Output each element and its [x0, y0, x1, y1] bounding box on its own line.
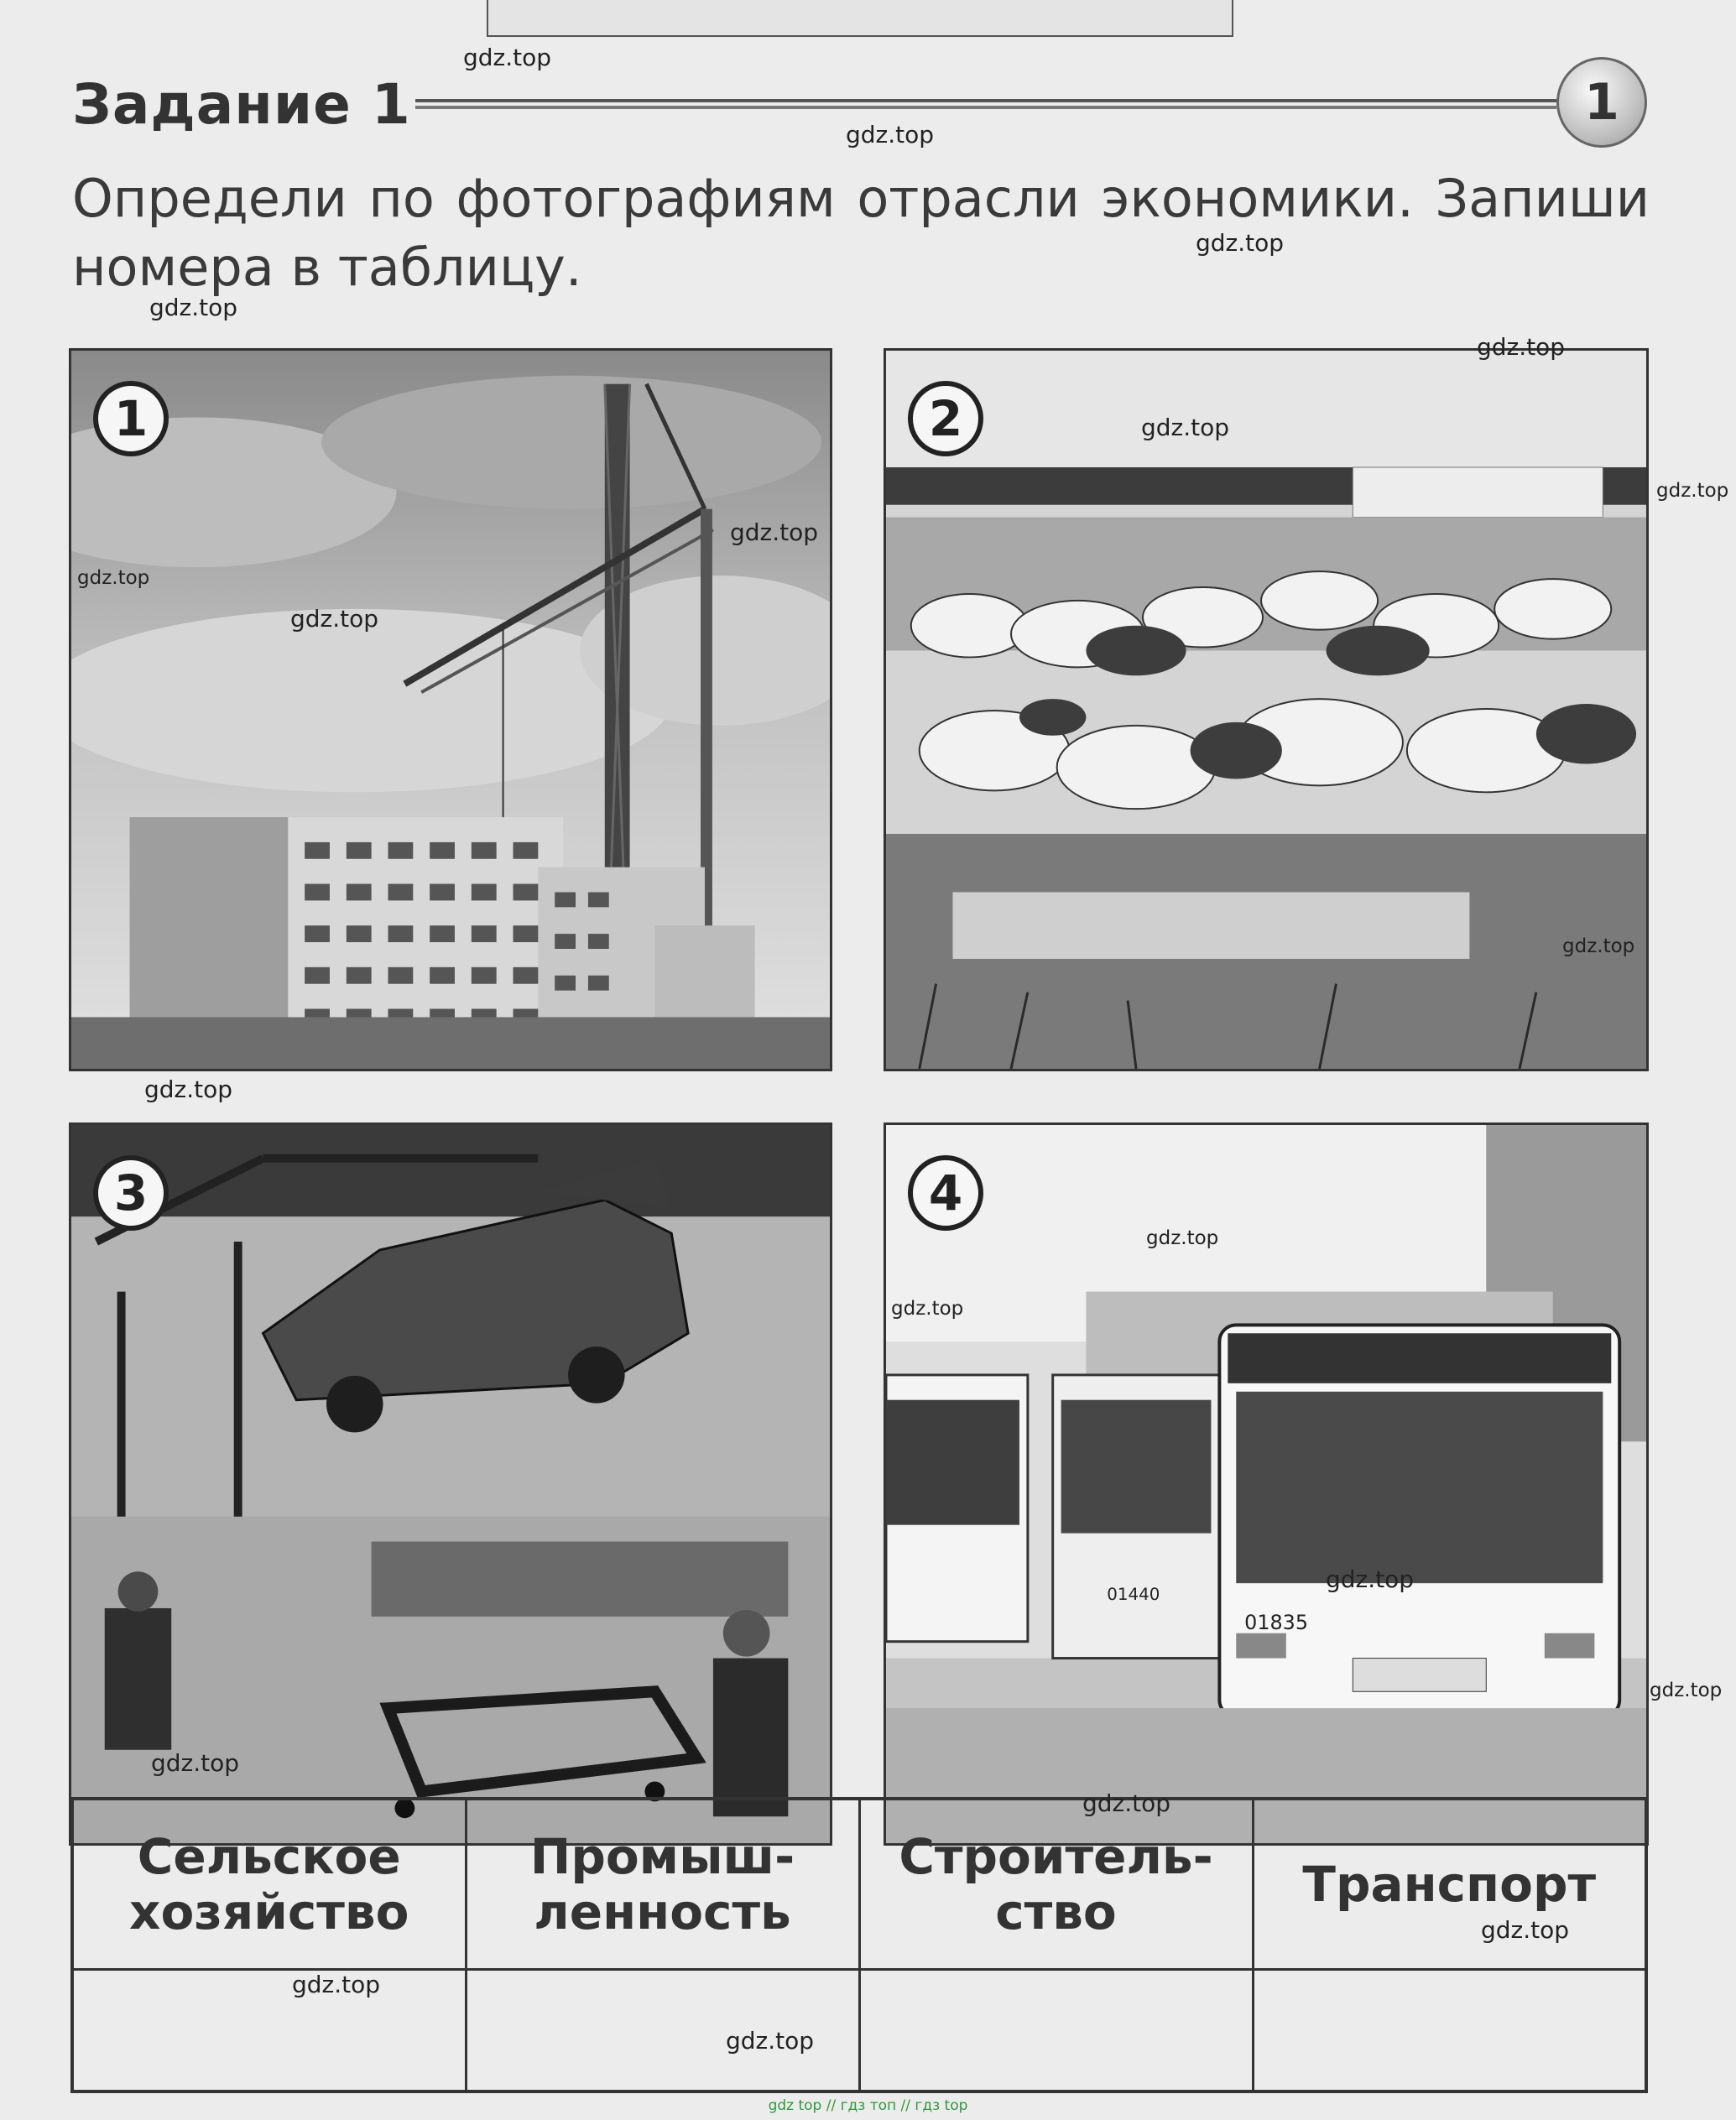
answer-cell-agriculture[interactable]: [72, 1970, 466, 2092]
watermark: gdz.top: [1146, 1227, 1219, 1249]
header-line: хозяйство: [129, 1883, 409, 1940]
answer-cell-transport[interactable]: [1253, 1970, 1646, 2092]
header-line: Строитель-: [899, 1828, 1213, 1885]
answer-cell-construction[interactable]: [859, 1970, 1253, 2092]
watermark: gdz.top: [891, 1298, 964, 1320]
construction-crane-photo: [71, 351, 830, 1069]
watermark: gdz.top: [292, 1971, 381, 1998]
previous-page-tab: [487, 0, 1233, 37]
photo-number-badge: 3: [93, 1155, 169, 1231]
photo-transport: [884, 1123, 1649, 1846]
header-transport: [1253, 1799, 1646, 1970]
photo-construction: [69, 348, 832, 1071]
task-title: Задание 1: [72, 72, 411, 137]
header-line: ство: [995, 1883, 1117, 1940]
bus-plate-left: 01440: [1107, 1585, 1160, 1605]
watermark: gdz.top: [1650, 1680, 1723, 1701]
photo-number-badge: 2: [908, 381, 983, 456]
watermark: gdz.top: [1082, 1789, 1171, 1817]
city-buses-photo: [886, 1125, 1646, 1843]
watermark: gdz.top: [1141, 414, 1230, 441]
car-factory-photo: [71, 1125, 830, 1843]
watermark: gdz.top: [1477, 333, 1566, 361]
header-line: ленность: [534, 1883, 791, 1940]
answer-table: [70, 1797, 1648, 2093]
footer-banner[interactable]: gdz top // гдз топ // гдз top: [768, 2097, 968, 2114]
watermark: gdz.top: [846, 121, 935, 148]
bus-plate-right: 01835: [1244, 1610, 1308, 1634]
watermark: gdz.top: [144, 1076, 233, 1103]
header-industry: [466, 1799, 859, 1970]
photo-number-badge: 1: [93, 381, 169, 456]
watermark: gdz.top: [730, 518, 819, 546]
photo-industry: [69, 1123, 832, 1846]
table-header-row: [72, 1799, 1646, 1970]
watermark: gdz.top: [463, 44, 552, 71]
watermark: gdz.top: [1196, 229, 1285, 257]
watermark: gdz.top: [1562, 935, 1635, 957]
photo-agriculture: [884, 348, 1649, 1071]
watermark: gdz.top: [726, 2027, 815, 2055]
watermark: gdz.top: [1656, 480, 1729, 502]
cattle-farm-photo: [886, 351, 1646, 1069]
header-line: Сельское: [137, 1828, 401, 1885]
header-line: Транспорт: [1302, 1856, 1597, 1913]
watermark: gdz.top: [290, 605, 379, 633]
page-number-badge: 1: [1556, 57, 1647, 148]
watermark: gdz.top: [77, 567, 150, 589]
watermark: gdz.top: [149, 294, 238, 321]
watermark: gdz.top: [151, 1749, 240, 1777]
title-divider: [415, 99, 1556, 109]
header-construction: [859, 1799, 1253, 1970]
header-line: Промыш-: [529, 1828, 795, 1885]
watermark: gdz.top: [1326, 1565, 1415, 1593]
watermark: gdz.top: [1481, 1916, 1570, 1944]
photo-number-badge: 4: [908, 1155, 983, 1231]
task-instructions: Определи по фотографиям отрасли экономики. Запиши номера в таблицу.: [72, 168, 1650, 298]
header-agriculture: [72, 1799, 466, 1970]
